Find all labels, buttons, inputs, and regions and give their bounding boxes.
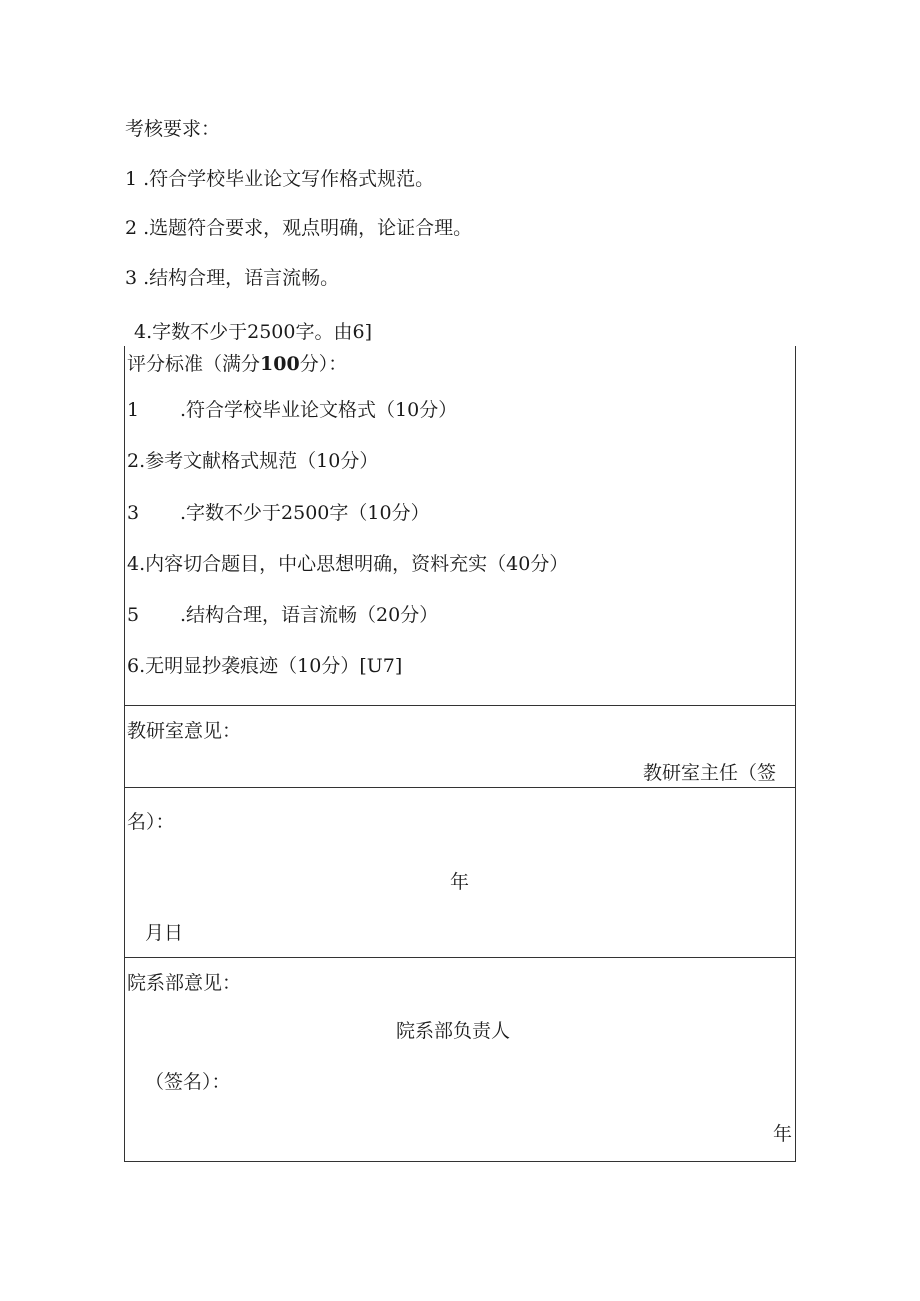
table-divider-1 xyxy=(124,705,796,706)
table-bottom-border xyxy=(124,1161,796,1162)
table-divider-3 xyxy=(124,957,796,958)
department-sign-label: （签名）： xyxy=(145,1071,231,1093)
table-right-border xyxy=(795,346,796,1162)
teaching-office-month-day-label: 月日 xyxy=(145,922,184,944)
scoring-item-2: 2.参考文献格式规范（10分） xyxy=(127,450,379,472)
table-divider-2 xyxy=(124,787,796,788)
teaching-office-opinion-label: 教研室意见： xyxy=(127,720,242,742)
scoring-item-1: 1 .符合学校毕业论文格式（10分） xyxy=(127,399,458,421)
teaching-office-sign-continue: 名）： xyxy=(127,811,175,833)
scoring-heading: 评分标准（满分100分）： xyxy=(127,353,348,375)
teaching-office-year-label: 年 xyxy=(450,871,470,893)
scoring-item-3: 3 .字数不少于2500字（10分） xyxy=(127,502,430,524)
scoring-item-6: 6.无明显抄袭痕迹（10分）[U7] xyxy=(127,655,403,677)
requirement-item-2: 2 .选题符合要求，观点明确，论证合理。 xyxy=(125,217,473,239)
requirement-item-1: 1 .符合学校毕业论文写作格式规范。 xyxy=(125,168,435,190)
requirements-heading: 考核要求： xyxy=(125,118,221,140)
scoring-item-4: 4.内容切合题目，中心思想明确，资料充实（40分） xyxy=(127,553,569,575)
department-head-label: 院系部负责人 xyxy=(396,1020,511,1042)
teaching-office-director-label: 教研室主任（签 xyxy=(643,762,777,784)
table-left-border xyxy=(124,346,125,1162)
scoring-item-5: 5 .结构合理，语言流畅（20分） xyxy=(127,604,439,626)
department-opinion-label: 院系部意见： xyxy=(127,972,242,994)
scoring-total: 100 xyxy=(260,353,300,375)
department-year-label: 年 xyxy=(773,1123,793,1145)
requirement-item-4: 4.字数不少于2500字。由6] xyxy=(134,321,372,343)
requirement-item-3: 3 .结构合理，语言流畅。 xyxy=(125,267,340,289)
